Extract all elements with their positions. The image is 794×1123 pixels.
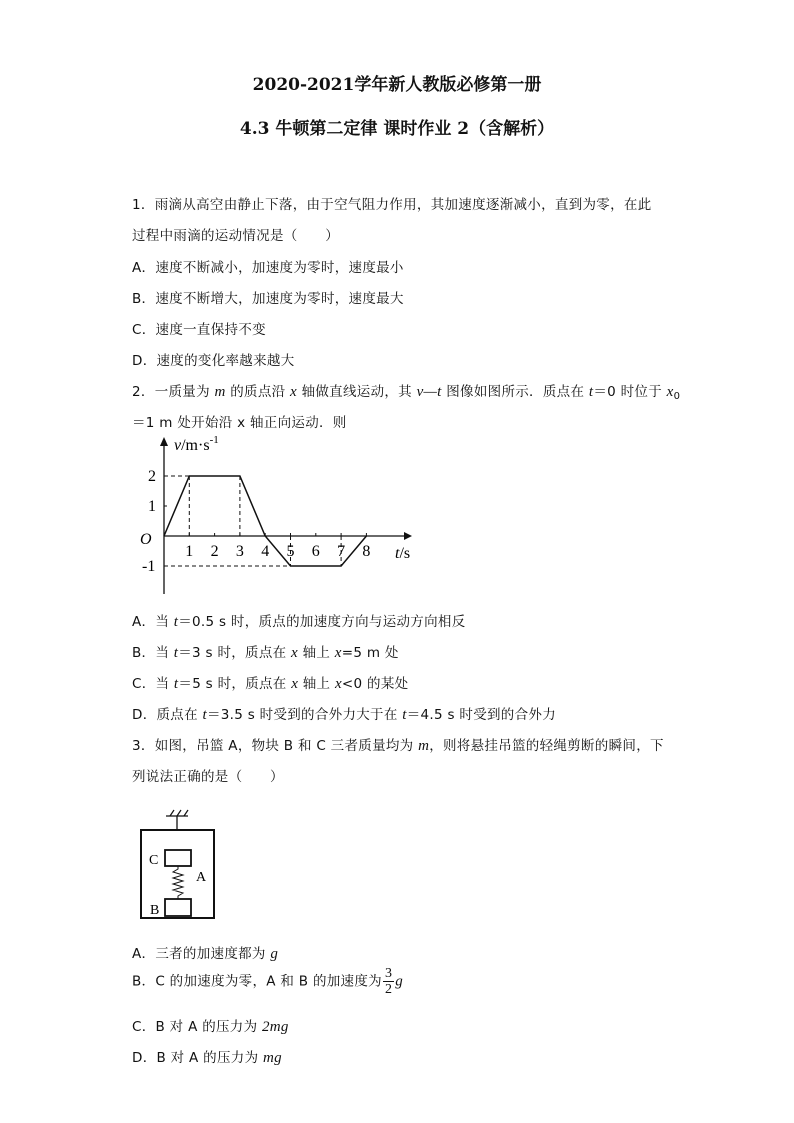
x-axis-arrow (404, 532, 412, 540)
y-tick-label: -1 (142, 558, 156, 575)
y-tick-label: 1 (148, 498, 156, 515)
x-tick-label: 4 (261, 543, 270, 560)
x-tick-label: 3 (235, 543, 244, 560)
q2-option-d: D．质点在 t＝3.5 s 时受到的合外力大于在 t＝4.5 s 时受到的合外力 (132, 707, 557, 723)
q2-option-a: A．当 t＝0.5 s 时，质点的加速度方向与运动方向相反 (132, 614, 466, 630)
y-axis-arrow (160, 437, 168, 446)
label-b: B (150, 903, 160, 918)
label-c: C (149, 853, 159, 868)
q1-option-b: B．速度不断增大，加速度为零时，速度最大 (132, 291, 404, 307)
x-tick-label: 5 (286, 543, 295, 560)
basket-figure (132, 808, 222, 923)
q2-option-c: C．当 t＝5 s 时，质点在 x 轴上 x<0 的某处 (132, 676, 409, 692)
x-tick-label: 6 (311, 543, 320, 560)
document-title: 2020-2021学年新人教版必修第一册 (252, 75, 542, 95)
block-b (165, 899, 191, 916)
ceiling-hatch (166, 810, 188, 816)
q1-option-c: C．速度一直保持不变 (132, 322, 266, 338)
q1-option-a: A．速度不断减小，加速度为零时，速度最小 (132, 260, 404, 276)
q3-stem-line1: 3．如图，吊篮 A，物块 B 和 C 三者质量均为 m，则将悬挂吊篮的轻绳剪断的瞬间，下 (132, 738, 664, 754)
q2-stem-line1: 2．一质量为 m 的质点沿 x 轴做直线运动，其 v—t 图像如图所示．质点在 t＝0 时位于 $x_0$ (132, 384, 681, 402)
q1-stem-line1: 1．雨滴从高空由静止下落，由于空气阻力作用，其加速度逐渐减小，直到为零，在此 (132, 197, 652, 213)
x-tick-label: 8 (362, 543, 371, 560)
q3-option-d: D．B 对 A 的压力为 mg (132, 1050, 282, 1066)
fraction: $\frac{3}{2}$ (384, 966, 393, 997)
label-a: A (196, 870, 207, 885)
x-tick-label: 7 (337, 543, 346, 560)
q2-option-b: B．当 t＝3 s 时，质点在 x 轴上 x=5 m 处 (132, 645, 399, 661)
q3-option-b: B．C 的加速度为零，A 和 B 的加速度为 $\frac{3}{2}$ g (132, 966, 404, 997)
q3-option-a: A．三者的加速度都为 g (132, 946, 279, 962)
origin-label: O (140, 531, 152, 548)
x-axis-label: t/s (395, 545, 411, 562)
x-tick-label: 1 (185, 543, 194, 560)
document-subtitle: 4.3 牛顿第二定律 课时作业 2（含解析） (239, 119, 555, 139)
q1-option-d: D．速度的变化率越来越大 (132, 353, 295, 369)
block-c (165, 850, 191, 866)
y-tick-label: 2 (148, 468, 156, 485)
y-axis-label: $v/m\cdot s^{-1}$ (174, 434, 219, 454)
x-tick-label: 2 (210, 543, 219, 560)
q3-stem-line2: 列说法正确的是（ ） (132, 769, 284, 785)
q1-stem-line2: 过程中雨滴的运动情况是（ ） (132, 228, 339, 244)
q3-option-c: C．B 对 A 的压力为 2mg (132, 1019, 289, 1035)
spring (173, 866, 183, 899)
vt-graph (132, 432, 422, 602)
q2-stem-line2: ＝1 m 处开始沿 x 轴正向运动．则 (132, 415, 347, 431)
